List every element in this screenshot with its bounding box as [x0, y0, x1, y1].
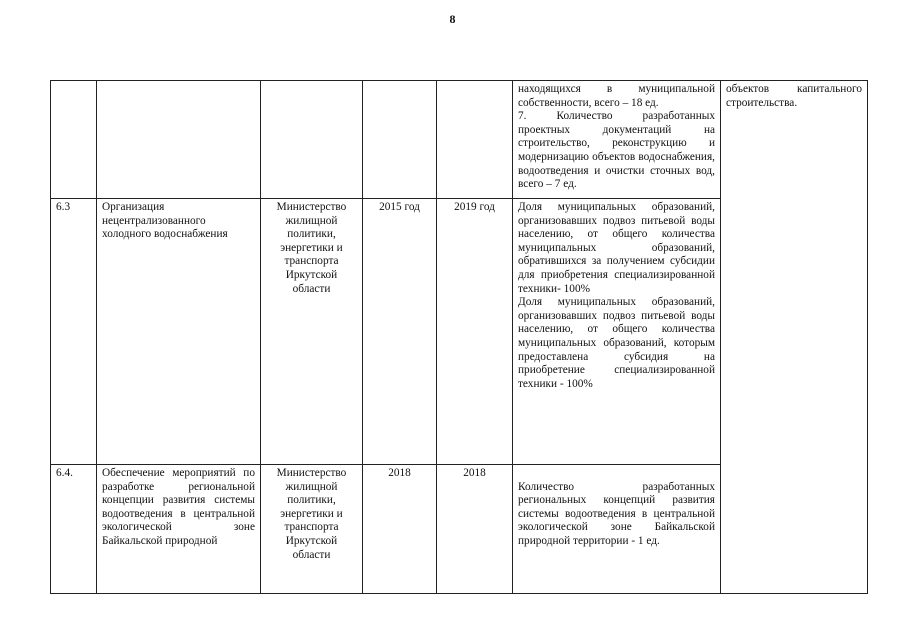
start-year-cell	[363, 81, 437, 199]
start-year-cell: 2018	[363, 465, 437, 594]
table-row	[51, 81, 868, 199]
indicator-text: 7. Количество разработанных проектных документаций на строительство, реконструкцию и модернизацию объектов водоснабжения, водоотведения и очистки сточных вод, всего – 7 ед.	[518, 110, 715, 191]
indicators-cell	[513, 81, 721, 199]
event-cell: Организация нецентрализованного холодного водоснабжения	[97, 199, 261, 465]
executor-cell: Министерство жилищной политики, энергетики и транспорта Иркутской области	[261, 465, 363, 594]
indicators-cell	[513, 465, 721, 594]
program-table	[50, 80, 868, 594]
row-number	[51, 81, 97, 199]
start-year-cell: 2015 год	[363, 199, 437, 465]
event-cell	[97, 81, 261, 199]
result-cell: объектов капитального строительства.	[721, 81, 868, 594]
indicator-text: находящихся в муниципальной собственности, всего – 18 ед.	[518, 83, 715, 109]
indicator-text: Доля муниципальных образований, организовавших подвоз питьевой воды населению, от общего количества муниципальных образований, которым предоставлена субсидия на приобретение специализированной техники - 100%	[518, 296, 715, 390]
row-number: 6.4.	[51, 465, 97, 594]
executor-cell: Министерство жилищной политики, энергетики и транспорта Иркутской области	[261, 199, 363, 465]
spacer	[518, 467, 715, 481]
indicator-text: Количество разработанных региональных концепций развития системы водоотведения в центральной экологической зоне Байкальской природной территории - 1 ед.	[518, 480, 715, 547]
end-year-cell: 2019 год	[437, 199, 513, 465]
indicators-cell	[513, 199, 721, 465]
indicator-text: Доля муниципальных образований, организовавших подвоз питьевой воды населению, от общего количества муниципальных образований, обратившихся за получением субсидии для приобретения специализированной техники- 100%	[518, 201, 715, 295]
event-cell: Обеспечение мероприятий по разработке региональной концепции развития системы водоотведения в центральной экологической зоне Байкальской природной	[97, 465, 261, 594]
end-year-cell: 2018	[437, 465, 513, 594]
executor-cell	[261, 81, 363, 199]
end-year-cell	[437, 81, 513, 199]
row-number: 6.3	[51, 199, 97, 465]
page-number: 8	[449, 12, 456, 26]
